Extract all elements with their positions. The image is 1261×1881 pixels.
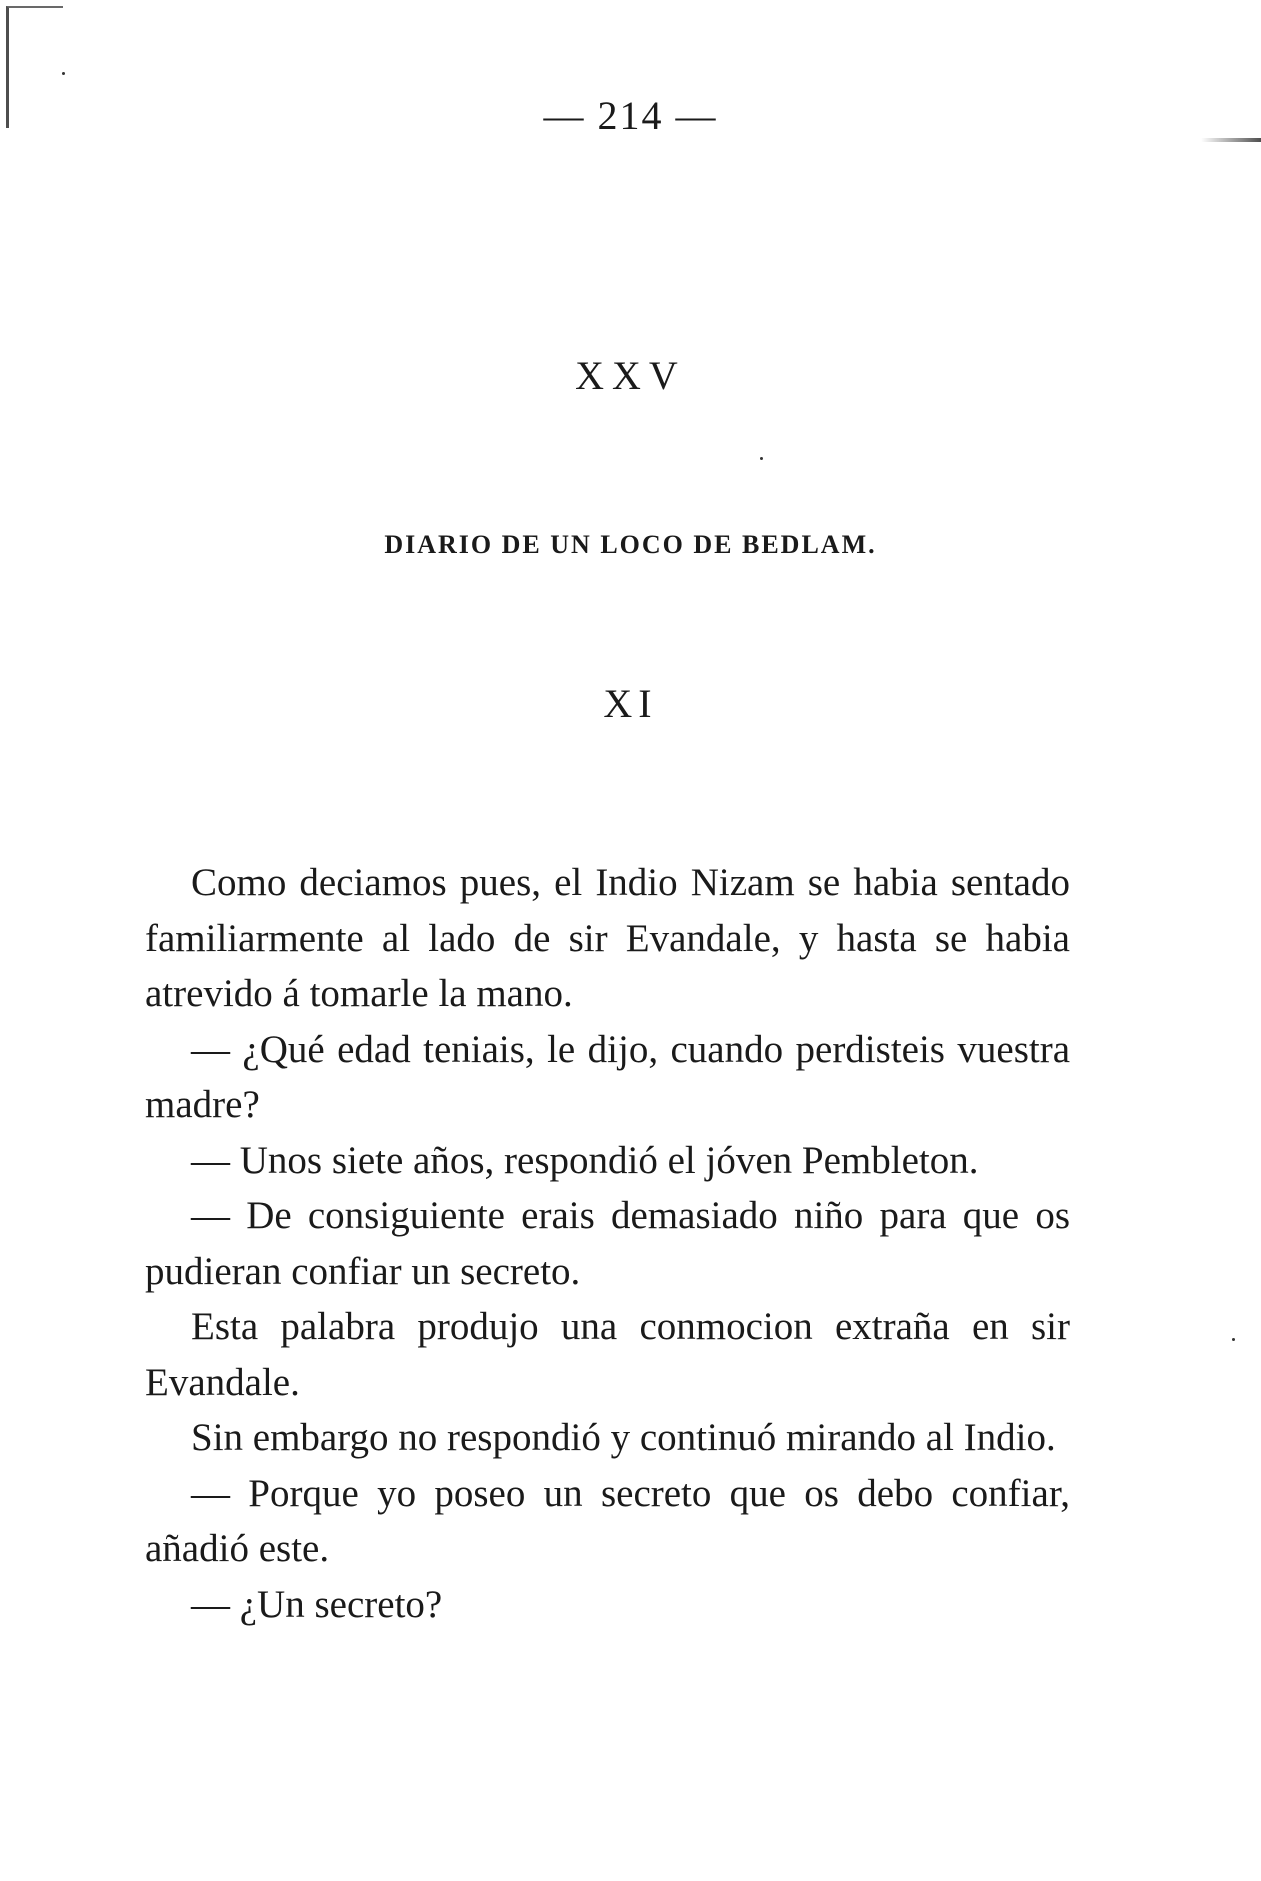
scan-speck [62,72,65,75]
paragraph: — ¿Un secreto? [191,1582,443,1626]
paragraph: Esta palabra produjo una conmocion extraña en sir Evandale. [145,1305,1070,1404]
paragraph: — Unos siete años, respondió el jóven Pembleton. [191,1138,979,1182]
chapter-number: XXV [575,353,686,398]
page-number: — 214 — [543,93,718,138]
paragraph: Como deciamos pues, el Indio Nizam se habia sentado familiarmente al lado de sir Evandale, y hasta se habia atrevido á tomarle la mano. [145,861,1070,1015]
paragraph: — Porque yo poseo un secreto que os debo confiar, añadió este. [145,1471,1070,1570]
subchapter-number: XI [603,681,658,726]
paragraph: Sin embargo no respondió y continuó mirando al Indio. [191,1416,1056,1459]
paragraph: — ¿Qué edad teniais, le dijo, cuando perdisteis vuestra madre? [145,1027,1070,1126]
scan-speck [1232,1338,1235,1341]
scan-speck [760,457,763,460]
paragraph: — De consiguiente erais demasiado niño para que os pudieran confiar un secreto. [145,1194,1070,1293]
body-text [145,855,1070,1632]
section-title: DIARIO DE UN LOCO DE BEDLAM. [384,530,877,559]
